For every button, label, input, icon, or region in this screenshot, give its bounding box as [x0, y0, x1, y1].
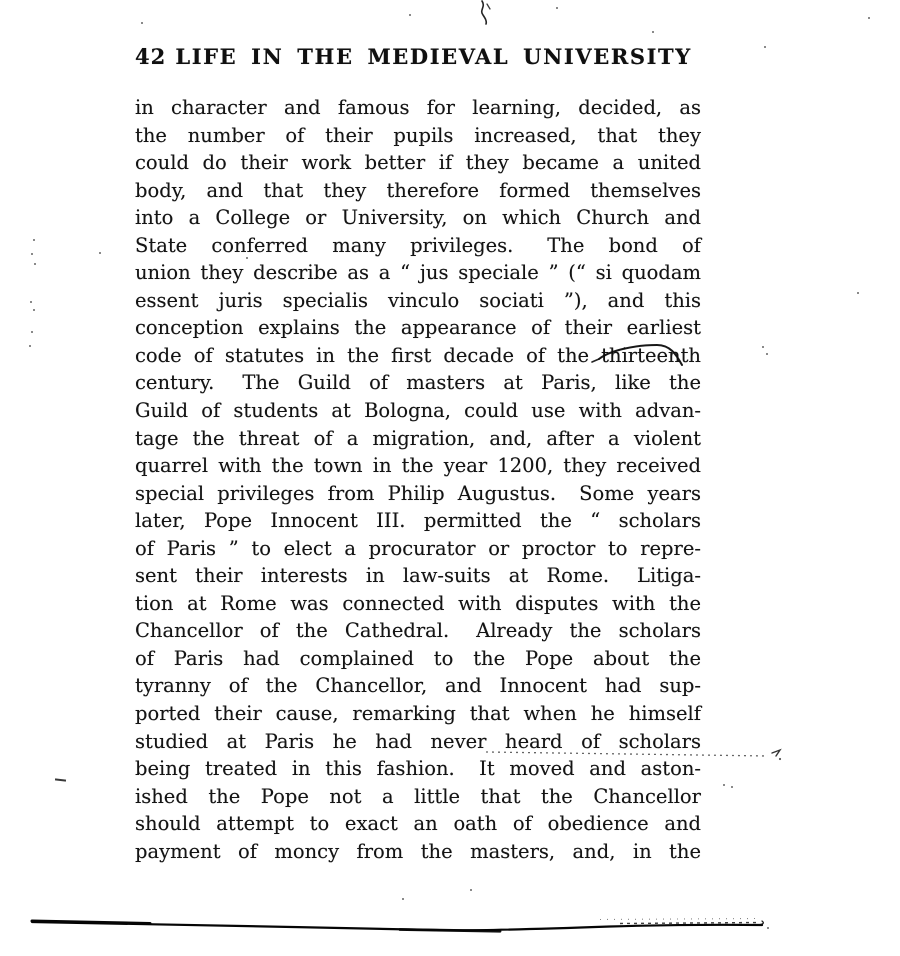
- text-line: tion at Rome was connected with disputes with the: [135, 591, 701, 615]
- noise-dot: [767, 927, 769, 929]
- text-line: tage the threat of a migration, and, after a violent: [135, 426, 701, 450]
- text-line: sent their interests in law-suits at Rome. Litiga-: [135, 564, 701, 588]
- noise-dot: [99, 252, 101, 254]
- text-line: payment of moncy from the masters, and, in the: [135, 839, 701, 863]
- text-line: being treated in this fashion. It moved and aston-: [135, 757, 701, 781]
- text-line: essent juris specialis vinculo sociati ”), and this: [135, 288, 701, 312]
- text-line: Guild of students at Bologna, could use with advan-: [135, 399, 701, 423]
- text-line: State conferred many privileges. The bond of: [135, 233, 701, 257]
- text-line: Chancellor of the Cathedral. Already the scholars: [135, 619, 701, 643]
- noise-dot: [141, 22, 143, 24]
- noise-dot: [857, 292, 859, 294]
- noise-dot: [409, 14, 411, 16]
- noise-dot: [33, 309, 35, 311]
- text-line: of Paris ” to elect a procurator or proctor to repre-: [135, 536, 701, 560]
- text-line: ished the Pope not a little that the Chancellor: [135, 784, 701, 808]
- noise-dot: [31, 331, 33, 333]
- text-line: tyranny of the Chancellor, and Innocent had sup-: [135, 674, 701, 698]
- text-line: union they describe as a “ jus speciale ” (“ si quodam: [135, 261, 701, 285]
- text-line: quarrel with the town in the year 1200, they received: [135, 454, 701, 478]
- text-line: should attempt to exact an oath of obedience and: [135, 812, 701, 836]
- text-line: body, and that they therefore formed themselves: [135, 178, 701, 202]
- noise-dot: [246, 257, 248, 259]
- margin-dash-artifact: [55, 778, 66, 781]
- text-column: [135, 44, 701, 865]
- noise-dot: [33, 239, 35, 241]
- text-line: century. The Guild of masters at Paris, like the: [135, 371, 701, 395]
- noise-dot: [29, 345, 31, 347]
- text-line: in character and famous for learning, decided, as: [135, 96, 701, 119]
- text-line: conception explains the appearance of their earliest: [135, 316, 701, 340]
- noise-dot: [556, 7, 558, 9]
- body-text: [135, 94, 701, 865]
- page-number: 42: [135, 44, 167, 69]
- noise-dot: [402, 898, 404, 900]
- noise-dot: [731, 786, 733, 788]
- text-line: special privileges from Philip Augustus. Some years: [135, 481, 701, 505]
- running-header: [135, 44, 701, 69]
- noise-dot: [34, 263, 36, 265]
- text-line: ported their cause, remarking that when he himself: [135, 702, 701, 726]
- text-line: later, Pope Innocent III. permitted the “ scholars: [135, 509, 701, 533]
- text-line: of Paris had complained to the Pope about the: [135, 646, 701, 670]
- noise-dot: [31, 253, 33, 255]
- text-line: the number of their pupils increased, that they: [135, 123, 701, 147]
- text-line: could do their work better if they became a united: [135, 151, 701, 175]
- bottom-edge-artifact: [0, 903, 900, 948]
- noise-dot: [470, 889, 472, 891]
- text-line: code of statutes in the first decade of the thirteenth: [135, 343, 701, 367]
- noise-dot: [766, 353, 768, 355]
- text-line: studied at Paris he had never heard of scholars: [135, 729, 701, 753]
- noise-dot: [764, 46, 766, 48]
- noise-dot: [723, 784, 725, 786]
- noise-dot: [868, 17, 870, 19]
- top-scribble-artifact: [468, 0, 508, 32]
- noise-dot: [30, 301, 32, 303]
- text-line: into a College or University, on which Church and: [135, 206, 701, 230]
- noise-dot: [652, 31, 654, 33]
- page-title: LIFE IN THE MEDIEVAL UNIVERSITY: [175, 44, 692, 69]
- noise-dot: [762, 346, 764, 348]
